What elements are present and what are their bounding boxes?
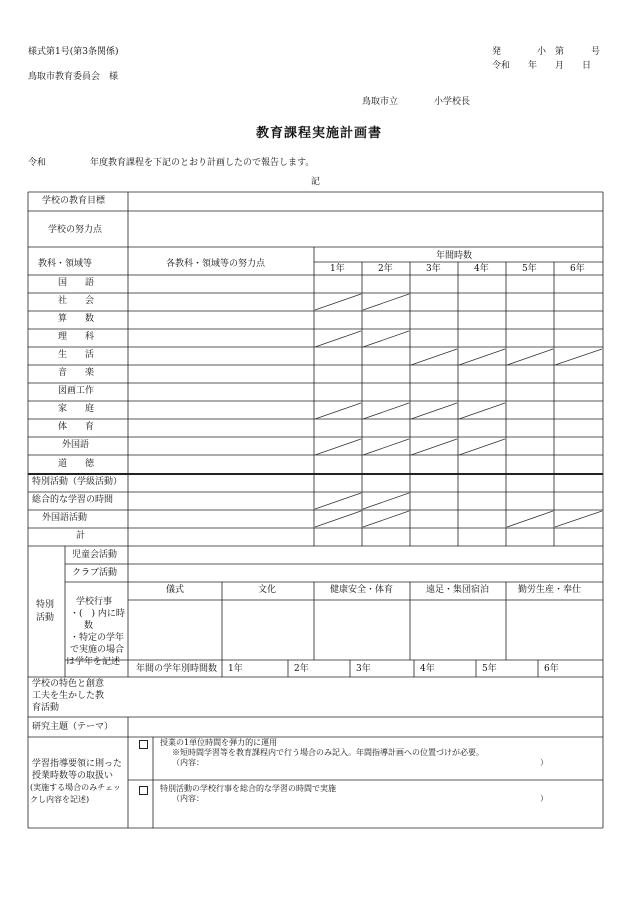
school-goal-label: 学校の教育目標 [42, 196, 106, 206]
activity-label: 総合的な学習の時間 [32, 495, 114, 505]
diag-line [363, 493, 409, 509]
childrens-council-label: 児童会活動 [72, 550, 118, 560]
doc-ref-date: 令和 年 月 日 [492, 61, 592, 71]
page-title: 教育課程実施計画書 [256, 126, 383, 141]
diag-line [363, 331, 409, 347]
diag-line [459, 349, 505, 365]
event-type-header: 文化 [258, 585, 277, 595]
diag-line [459, 439, 505, 455]
event-grade-label: 2年 [294, 664, 309, 674]
club-label: クラブ活動 [72, 568, 118, 578]
intro-era: 令和 [28, 158, 47, 168]
event-type-header: 勤労生産・奉仕 [518, 585, 582, 595]
events-label-line: ・( ) 内に時 [70, 609, 125, 619]
subject-label: 道 徳 [58, 459, 95, 469]
subject-label: 体 育 [58, 422, 95, 432]
option1-title: 授業の1単位時間を弾力的に運用 [160, 738, 278, 747]
diag-line [459, 403, 505, 419]
features-label-line: 育活動 [32, 703, 60, 713]
events-label-line: 学校行事 [76, 597, 113, 607]
subject-label: 生 活 [58, 350, 95, 360]
handling-label-line: 授業時数等の取扱い [32, 771, 114, 781]
research-theme-label: 研究主題（テーマ） [32, 722, 114, 732]
diag-line [363, 403, 409, 419]
subject-label: 音 楽 [58, 368, 95, 378]
diag-line [411, 349, 457, 365]
subject-label: 外国語 [62, 440, 90, 450]
events-label-line: ・特定の学年 [70, 633, 125, 643]
effort-header: 各教科・領域等の努力点 [166, 259, 266, 269]
event-grade-label: 6年 [544, 664, 559, 674]
option2-title: 特別活動の学校行事を総合的な学習の時間で実施 [160, 784, 336, 793]
grade-header: 2年 [378, 264, 393, 274]
event-type-header: 遠足・集団宿泊 [426, 585, 490, 595]
handling-label-line: 学習指導要領に則った [32, 759, 123, 769]
grade-header: 3年 [426, 264, 441, 274]
diag-line [315, 439, 361, 455]
diag-line [555, 511, 602, 527]
diag-line [363, 439, 409, 455]
subject-header: 教科・領域等 [38, 259, 93, 269]
diag-line [507, 511, 553, 527]
diag-line [315, 493, 361, 509]
subject-label: 算 数 [58, 314, 95, 324]
form-number: 様式第1号(第3条関係) [28, 47, 119, 57]
diag-line [411, 439, 457, 455]
event-grade-label: 5年 [482, 664, 497, 674]
option2-close: ） [540, 794, 548, 803]
sender: 鳥取市立 小学校長 [362, 97, 471, 107]
grade-header: 5年 [522, 264, 537, 274]
school-effort-label: 学校の努力点 [48, 225, 103, 235]
intro-text: 年度教育課程を下記のとおり計画したので報告します。 [90, 158, 315, 168]
ki-label: 記 [311, 177, 321, 187]
annual-by-grade-label: 年間の学年別時間数 [136, 664, 218, 674]
subject-label: 図画工作 [58, 386, 95, 396]
subject-label: 家 庭 [58, 404, 95, 414]
diag-line [315, 403, 361, 419]
annual-hours-header: 年間時数 [436, 251, 473, 261]
special-label-1: 特別 [36, 600, 55, 610]
diag-line [555, 349, 602, 365]
activity-label: 外国語活動 [42, 513, 88, 523]
diag-line [363, 294, 409, 310]
subject-label: 社 会 [58, 296, 95, 306]
event-grade-label: 3年 [356, 664, 371, 674]
handling-label-line: クし内容を記述) [30, 795, 90, 804]
diag-line [315, 331, 361, 347]
subject-label: 国 語 [58, 278, 95, 288]
event-grade-label: 4年 [420, 664, 435, 674]
doc-ref-issue: 発 小 第 号 [492, 47, 601, 57]
diag-line [363, 511, 409, 527]
subject-label: 理 科 [58, 332, 95, 342]
special-label-2: 活動 [36, 613, 55, 623]
handling-label-line: (実施する場合のみチェッ [30, 783, 121, 792]
diag-line [507, 349, 553, 365]
diag-line [411, 403, 457, 419]
event-grade-label: 1年 [228, 664, 243, 674]
features-label-line: 学校の特色と創意 [32, 679, 105, 689]
activity-label: 計 [76, 531, 86, 541]
diag-line [315, 511, 361, 527]
option1-content: （内容： [172, 758, 204, 767]
activity-label: 特別活動（学級活動） [32, 477, 123, 487]
option1-checkbox[interactable] [139, 740, 148, 749]
event-type-header: 儀式 [166, 585, 185, 595]
event-type-header: 健康安全・体育 [330, 585, 394, 595]
option2-checkbox[interactable] [139, 786, 148, 795]
grade-header: 6年 [570, 264, 585, 274]
events-label-line: 数 [84, 621, 94, 631]
features-label-line: 工夫を生かした教 [32, 691, 105, 701]
events-label-line: は学年を記述 [66, 657, 121, 667]
grade-header: 4年 [474, 264, 489, 274]
diag-line [315, 294, 361, 310]
option2-content: （内容： [172, 794, 204, 803]
addressee: 鳥取市教育委員会 様 [28, 72, 119, 82]
option1-note: ※短時間学習等を教育課程内で行う場合のみ記入。年間指導計画への位置づけが必要。 [172, 748, 484, 757]
events-label-line: で実施の場合 [70, 645, 125, 655]
grade-header: 1年 [330, 264, 345, 274]
option1-close: ） [540, 758, 548, 767]
